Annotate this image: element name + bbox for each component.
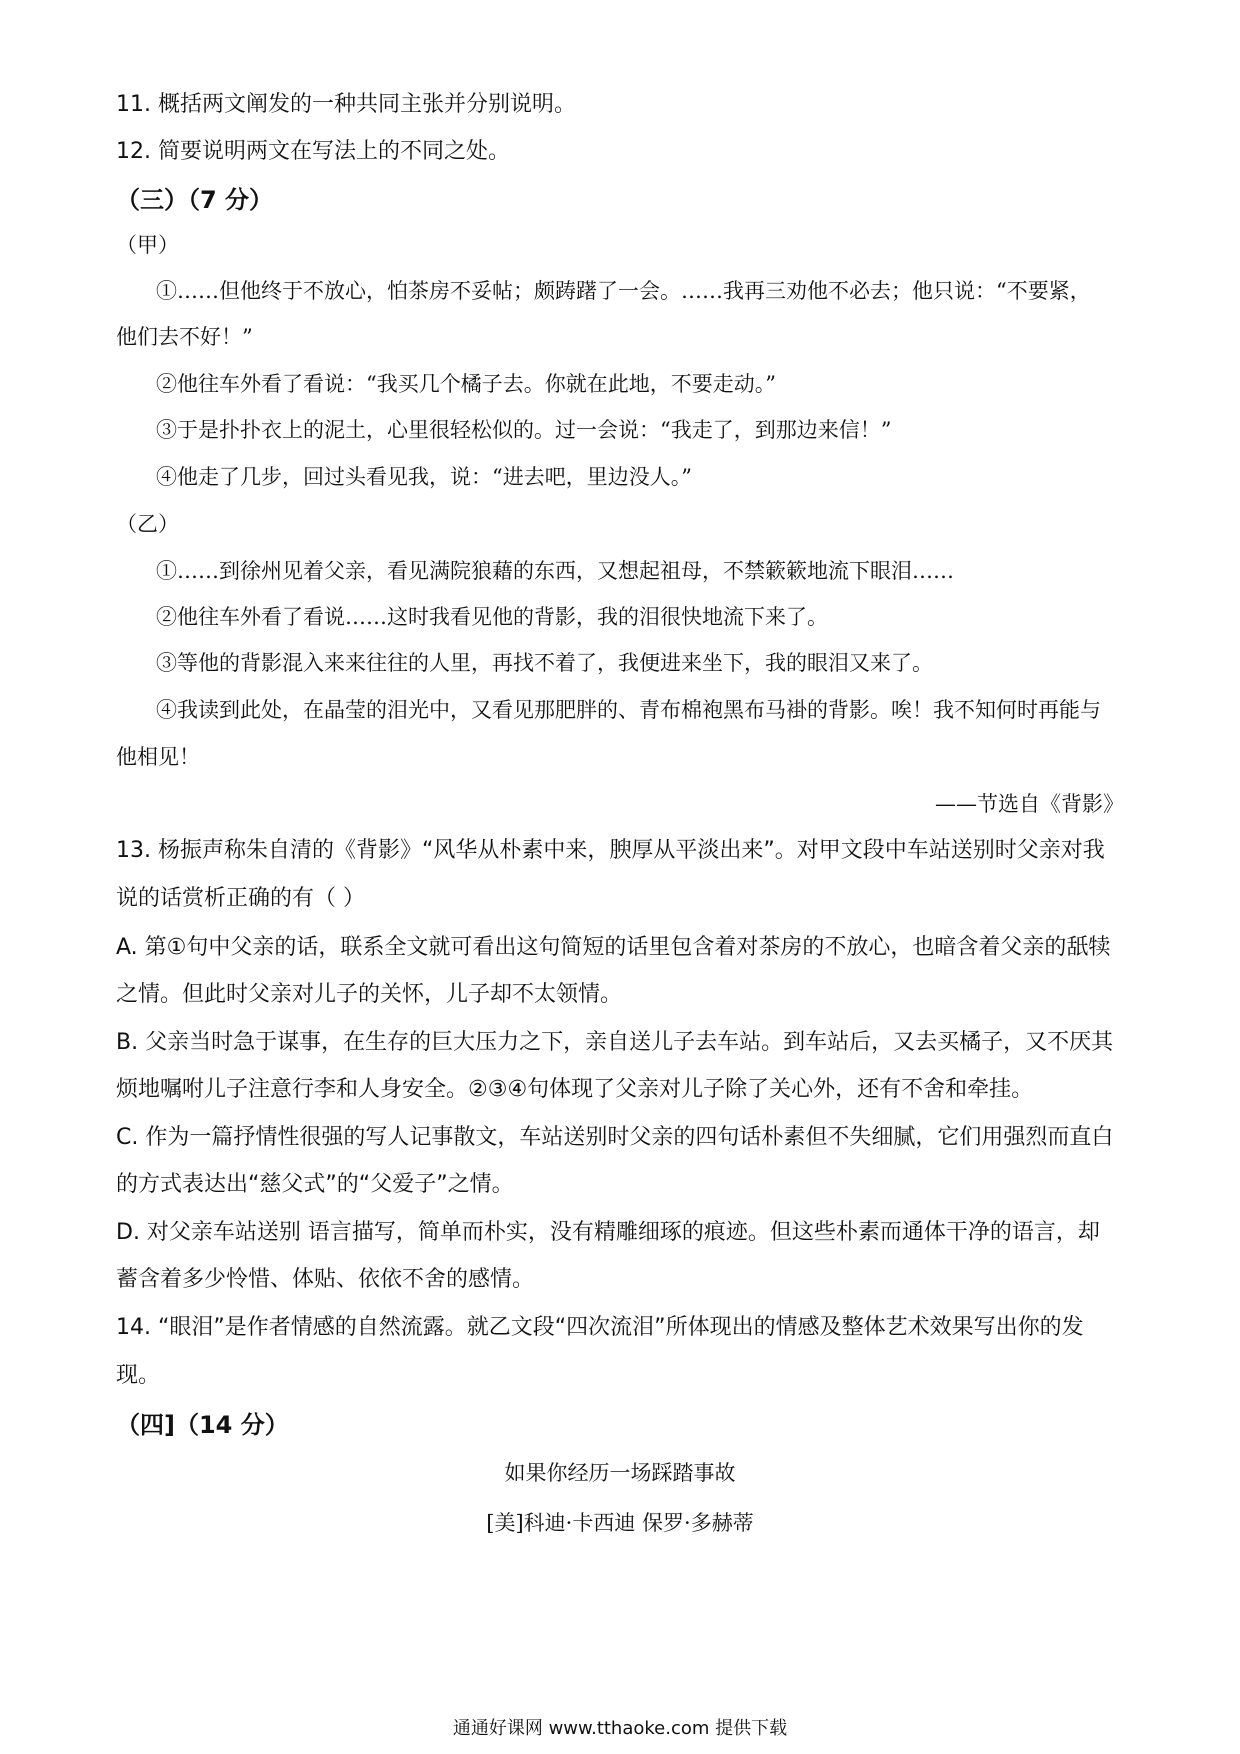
question-14: 14. “眼泪”是作者情感的自然流露。就乙文段“四次流泪”所体现出的情感及整体艺术效果写出你的发: [116, 1315, 1084, 1340]
option-c-cont: 的方式表达出“慈父式”的“父爱子”之情。: [116, 1172, 514, 1197]
option-a: A. 第①句中父亲的话，联系全文就可看出这句简短的话里包含着对茶房的不放心，也暗含着父亲的舐犊: [116, 935, 1111, 960]
article-authors: [美]科迪·卡西迪 保罗·多赫蒂: [486, 1511, 754, 1535]
passage-yi-p2: ②他往车外看了看说……这时我看见他的背影，我的泪很快地流下来了。: [156, 605, 828, 629]
passage-yi-p1: ①……到徐州见着父亲，看见满院狼藉的东西，又想起祖母，不禁簌簌地流下眼泪……: [156, 559, 954, 583]
passage-source: ——节选自《背影》: [935, 792, 1124, 816]
section-4-heading: （四]（14 分）: [116, 1411, 289, 1439]
option-c: C. 作为一篇抒情性很强的写人记事散文，车站送别时父亲的四句话朴素但不失细腻，它们用强烈而直白: [116, 1125, 1114, 1150]
passage-yi-p3: ③等他的背影混入来来往往的人里，再找不着了，我便进来坐下，我的眼泪又来了。: [156, 651, 933, 675]
question-13-cont: 说的话赏析正确的有（ ）: [116, 886, 365, 911]
question-13: 13. 杨振声称朱自清的《背影》“风华从朴素中来，腴厚从平淡出来”。对甲文段中车站送别时父亲对我: [116, 838, 1105, 863]
passage-yi-p4-cont: 他相见！: [116, 745, 200, 769]
option-a-cont: 之情。但此时父亲对儿子的关怀，儿子却不太领情。: [116, 982, 623, 1007]
option-b-cont: 烦地嘱咐儿子注意行李和人身安全。②③④句体现了父亲对儿子除了关心外，还有不舍和牵挂。: [116, 1077, 1034, 1102]
passage-jia-label: （甲）: [116, 233, 179, 257]
passage-jia-p2: ②他往车外看了看说：“我买几个橘子去。你就在此地，不要走动。”: [156, 372, 776, 396]
passage-yi-p4: ④我读到此处，在晶莹的泪光中，又看见那肥胖的、青布棉袍黑布马褂的背影。唉！我不知何时再能与: [156, 698, 1101, 722]
option-b: B. 父亲当时急于谋事，在生存的巨大压力之下，亲自送儿子去车站。到车站后，又去买橘子，又不厌其: [116, 1030, 1114, 1055]
question-12: 12. 简要说明两文在写法上的不同之处。: [116, 139, 510, 164]
option-d: D. 对父亲车站送别 语言描写，简单而朴实，没有精雕细琢的痕迹。但这些朴素而通体干净的语言，却: [116, 1220, 1100, 1245]
question-11: 11. 概括两文阐发的一种共同主张并分别说明。: [116, 92, 576, 117]
section-3-heading: （三）（7 分）: [116, 186, 274, 214]
article-title: 如果你经历一场踩踏事故: [504, 1461, 736, 1485]
passage-yi-label: （乙）: [116, 512, 179, 536]
question-14-cont: 现。: [116, 1363, 161, 1388]
option-d-cont: 蓄含着多少怜惜、体贴、依依不舍的感情。: [116, 1267, 535, 1292]
passage-jia-p1-cont: 他们去不好！”: [116, 325, 253, 349]
page-footer: 通通好课网 www.tthaoke.com 提供下载: [452, 1718, 788, 1739]
passage-jia-p4: ④他走了几步，回过头看见我，说：“进去吧，里边没人。”: [156, 465, 692, 489]
passage-jia-p3: ③于是扑扑衣上的泥土，心里很轻松似的。过一会说：“我走了，到那边来信！”: [156, 418, 892, 442]
passage-jia-p1: ①……但他终于不放心，怕茶房不妥帖；颇踌躇了一会。……我再三劝他不必去；他只说：“不要紧，: [156, 279, 1091, 303]
